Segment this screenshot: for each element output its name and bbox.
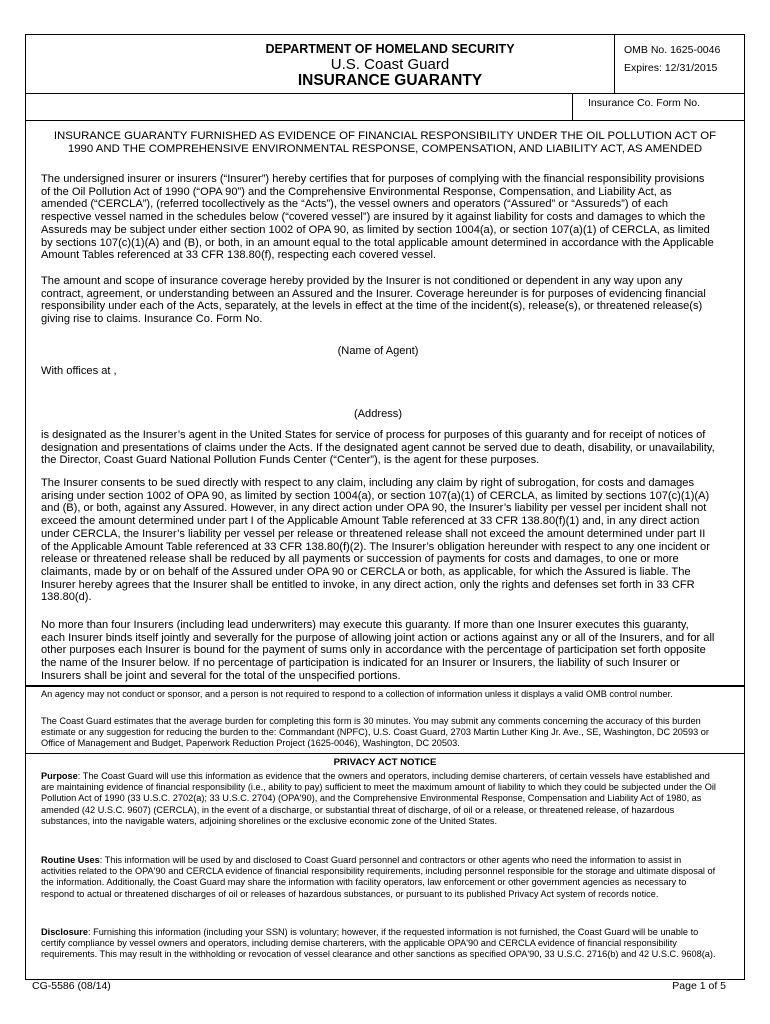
routine-uses-label: Routine Uses [41,855,100,865]
burden-notice: The Coast Guard estimates that the average burden for completing this form is 30 minutes. You may submit any comments concerning the accuracy of this burden estimate or any suggestion for reducing the burden to the: Commandant (NPFC), U.S. Coast Guard, 2703 Martin Luther King Jr. Ave., SE, Washington, DC 20593 or Office of Management and Budget, Paperwork Reduction Project (1625-0046), Washington, DC 20503. [41,716,709,749]
routine-uses-section [41,855,717,900]
omb-notice: An agency may not conduct or sponsor, and a person is not required to respond to a collection of information unless it displays a valid OMB control number. [41,689,673,699]
page-number: Page 1 of 5 [672,980,726,992]
routine-uses-text: : This information will be used by and disclosed to Coast Guard personnel and contractors or other agents who need the information to assist in activities related to the OPA'90 and CERCLA evidence of financial responsibility requirements, including personnel responsible for the storage and ultimate disposal of the information. Additionally, the Coast Guard may share the information with facility operators, law enforcement or other government agencies as necessary to respond to actual or threatened discharges of oil or releases of hazardous substances, or pursuant to its published Privacy Act system of records notice. [41,855,716,899]
purpose-text: : The Coast Guard will use this information as evidence that the owners and operators, including demise charterers, of certain vessels have established and are maintaining evidence of financial responsibility (i.e., ability to pay) sufficient to meet the maximum amount of liability to which they could be subjected under the Oil Pollution Act of 1990 (33 U.S.C. 2702(a); 33 U.S.C. 2704) (OPA'90), and the Comprehensive Environmental Response, Compensation and Liability Act of 1980, as amended (42 U.S.C. 9607) (CERCLA), in the event of a discharge, or substantial threat of discharge, of oil or a release, or threatened release, of hazardous substances, into the navigable waters, adjoining shorelines or the exclusive economic zone of the United States. [41,771,716,826]
agent-designation-paragraph: is designated as the Insurer’s agent in the United States for service of process for purposes of this guaranty and for receipt of notices of designation and presentations of claims under the Acts. If the designated agent cannot be served due to death, disability, or unavailability, the Director, Coast Guard National Pollution Funds Center (“Center”), is the agent for these purposes. [41,429,715,467]
title-line-1: INSURANCE GUARANTY FURNISHED AS EVIDENCE OF FINANCIAL RESPONSIBILITY UNDER THE OIL POLLUTION ACT OF [53,130,717,142]
certification-paragraph: The undersigned insurer or insurers (“Insurer”) hereby certifies that for purposes of complying with the financial responsibility provisions of the Oil Pollution Act of 1990 (“OPA 90”) and the Comprehensive Environmental Response, Compensation, and Liability Act, as amended (“CERCLA”), (referred tocollectively as the “Acts”), the vessel owners and operators (“Assured” or “Assureds”) of each respective vessel named in the schedules below (“covered vessel”) are insured by it against liability for costs and damages to which the Assureds may be subject under either section 1002 of OPA 90, as limited by section 1004(a), or section 107(a)(1) of CERCLA, as limited by sections 107(c)(1)(A) and (B), or both, in an amount equal to the total applicable amount determined in accordance with the Applicable Amount Tables referenced at 33 CFR 138.80(f), respecting each covered vessel. [41,173,714,262]
omb-number: OMB No. 1625-0046 [624,44,721,56]
with-offices-at-label: With offices at , [41,365,117,377]
consent-to-suit-paragraph: The Insurer consents to be sued directly with respect to any claim, including any claim by right of subrogation, for costs and damages arising under section 1002 of OPA 90, as limited by section 1004(a), or section 107(a)(1) of CERCLA, as limited by sections 107(c)(1)(A) and (B), or both, against any Assured. However, in any direct action under OPA 90, the Insurer’s liability per vessel per incident shall not exceed the amount determined under part I of the Applicable Amount Table referenced at 33 CFR 138.80(f)(1) and, in any direct action under CERCLA, the Insurer’s liability per vessel per release or threatened release shall not exceed the amount determined under part II of the Applicable Amount Table referenced at 33 CFR 138.80(f)(2). The Insurer’s obligation hereunder with respect to any one incident or release or threatened release shall be reduced by all payments or succession of payments for costs and damages, to one or more claimants, made by or on behalf of the Assured under OPA 90 or CERCLA or both, as applicable, for which the Assured is liable. The Insurer hereby agrees that the Insurer shall be entitled to invoke, in any direct action, only the rights and defenses set forth in 33 CFR 138.80(d). [41,477,710,604]
insurance-form-no-label: Insurance Co. Form No. [588,97,701,109]
header-divider [614,34,615,94]
multiple-insurers-paragraph: No more than four Insurers (including lead underwriters) may execute this guaranty. If more than one Insurer executes this guaranty, each Insurer binds itself jointly and severally for the purpose of allowing joint action or actions against any or all of the Insurers, and for all other purposes each Insurer is bound for the payment of sums only in accordance with the percentage of participation set forth opposite the name of the Insurer below. If no percentage of participation is indicated for an Insurer or Insurers, the liability of such Insurer or Insurers shall be joint and several for the total of the unspecified portions. [41,619,715,682]
address-label: (Address) [353,408,403,420]
privacy-act-title: PRIVACY ACT NOTICE [333,757,437,768]
disclosure-label: Disclosure [41,927,88,937]
agency-name: U.S. Coast Guard [330,56,450,73]
disclosure-text: : Furnishing this information (including your SSN) is voluntary; however, if the requested information is not furnished, the Coast Guard will be unable to certify compliance by vessel owners and operators, including demise charterers, with the applicable OPA'90 and CERCLA evidence of financial responsibility requirements. This may result in the withholding or revocation of vessel clearance and other sanctions as specified OPA'90, 33 U.S.C. 2716(b) and 42 U.S.C. 9608(a). [41,927,716,960]
coverage-scope-paragraph: The amount and scope of insurance coverage hereby provided by the Insurer is not conditioned or dependent in any way upon any contract, agreement, or understanding between an Assured and the Insurer. Coverage hereunder is for purposes of evidencing financial responsibility under each of the Acts, separately, at the levels in effect at the time of the incident(s), release(s), or threatened release(s) giving rise to claims. Insurance Co. Form No. [41,275,706,326]
department-heading: DEPARTMENT OF HOMELAND SECURITY [265,42,515,56]
form-number-footer: CG-5586 (08/14) [32,980,111,992]
title-line-2: 1990 AND THE COMPREHENSIVE ENVIRONMENTAL RESPONSE, COMPENSATION, AND LIABILITY ACT, AS AMENDED [67,143,703,155]
disclosure-section [41,927,717,961]
form-title: INSURANCE GUARANTY [297,72,483,89]
purpose-label: Purpose [41,771,78,781]
form-number-divider [572,93,573,121]
name-of-agent-label: (Name of Agent) [337,345,419,357]
purpose-section [41,771,717,827]
expiration-date: Expires: 12/31/2015 [624,62,718,74]
